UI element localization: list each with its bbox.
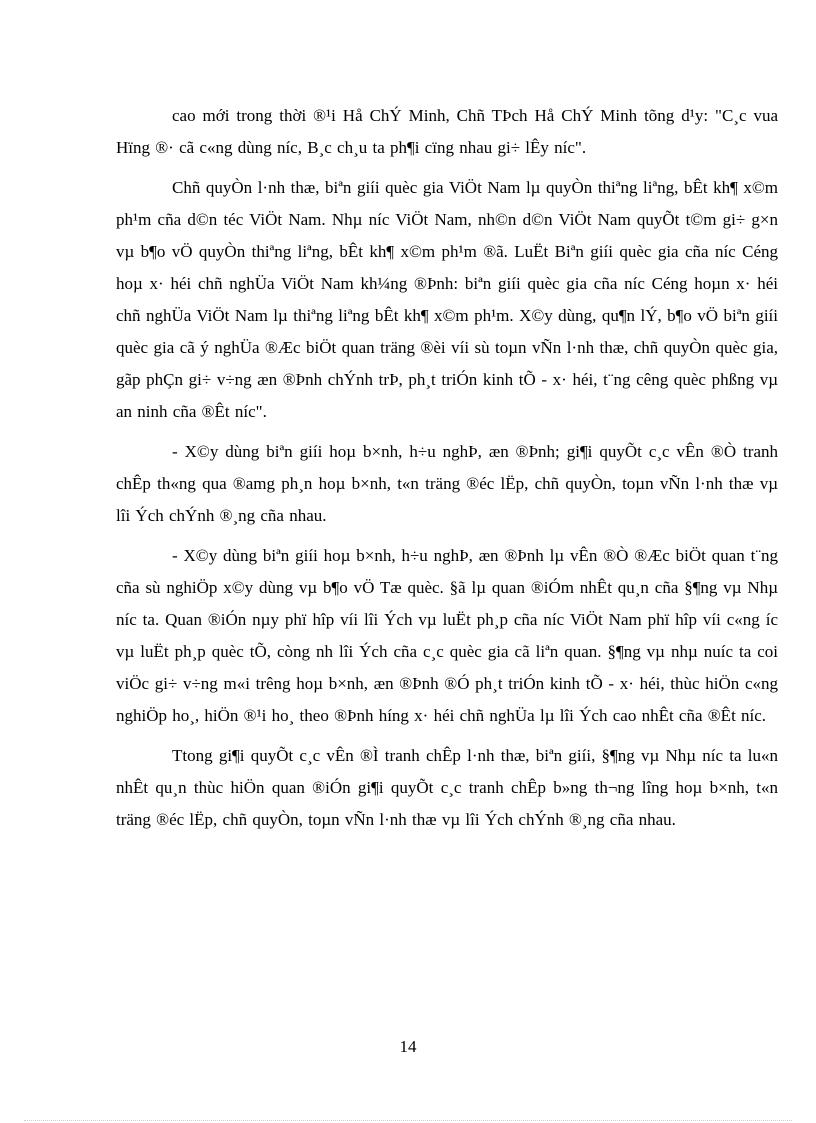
body-text [116, 100, 778, 844]
page-bottom-divider [24, 1120, 792, 1121]
page-number: 14 [399, 1037, 417, 1056]
paragraph-2: Chñ quyÒn l·nh thæ, biªn giíi quèc gia ViÖt Nam lµ quyÒn thiªng liªng, bÊt kh¶ x©m ph¹m cña d©n téc ViÖt Nam. Nhµ níc ViÖt Nam, nh©n d©n ViÖt Nam quyÕt t©m gi÷ g×n vµ b¶o vÖ quyÒn thiªng liªng, bÊt kh¶ x©m ph¹m ®ã. LuËt Biªn giíi quèc gia cña níc Céng hoµ x· héi chñ nghÜa ViÖt Nam kh¼ng ®Þnh: biªn giíi quèc gia cña níc Céng hoµn x· héi chñ nghÜa ViÖt Nam lµ thiªng liªng bÊt kh¶ x©m ph¹m. X©y dùng, qu¶n lÝ, b¶o vÖ biªn giíi quèc gia cã ý nghÜa ®Æc biÖt quan träng ®èi víi sù toµn vÑn l·nh thæ, chñ quyÒn quèc gia, gãp phÇn gi÷ v÷ng æn ®Þnh chÝnh trÞ, ph¸t triÓn kinh tÕ - x· héi, t¨ng cêng quèc phßng vµ an ninh cña ®Êt níc". [116, 178, 778, 421]
paragraph-5: Ttong gi¶i quyÕt c¸c vÊn ®Ì tranh chÊp l·nh thæ, biªn giíi, §¶ng vµ Nhµ níc ta lu«n nhÊt qu¸n thùc hiÖn quan ®iÓn gi¶i quyÕt c¸c tranh chÊp b»ng th¬ng lîng hoµ b×nh, t«n träng ®éc lËp, chñ quyÒn, toµn vÑn l·nh thæ vµ lîi Ých chÝnh ®¸ng cña nhau. [116, 746, 778, 829]
paragraph-1: cao mới trong thời ®¹i Hå ChÝ Minh, Chñ TÞch Hå ChÝ Minh tõng d¹y: "C¸c vua Hïng ®· cã c«ng dùng níc, B¸c ch¸u ta ph¶i cïng nhau gi÷ lÊy níc". [116, 106, 778, 157]
paragraph-4: - X©y dùng biªn giíi hoµ b×nh, h÷u nghÞ, æn ®Þnh lµ vÊn ®Ò ®Æc biÖt quan t¨ng cña sù nghiÖp x©y dùng vµ b¶o vÖ Tæ quèc. §ã lµ quan ®iÓm nhÊt qu¸n cña §¶ng vµ Nhµ níc ta. Quan ®iÓn nµy phï hîp víi lîi Ých vµ luËt ph¸p cña níc ViÖt Nam phï hîp víi c«ng íc vµ luËt ph¸p quèc tÕ, còng nh lîi Ých cña c¸c quèc gia cã liªn quan. §¶ng vµ nhµ nuíc ta coi viÖc gi÷ v÷ng m«i trêng hoµ b×nh, æn ®Þnh ®Ó ph¸t triÓn kinh tÕ - x· héi, thùc hiÖn c«ng nghiÖp ho¸, hiÖn ®¹i ho¸ theo ®Þnh híng x· héi chñ nghÜa lµ lîi Ých cao nhÊt cña ®Êt níc. [116, 546, 778, 725]
paragraph-3: - X©y dùng biªn giíi hoµ b×nh, h÷u nghÞ, æn ®Þnh; gi¶i quyÕt c¸c vÊn ®Ò tranh chÊp th«ng qua ®amg ph¸n hoµ b×nh, t«n träng ®éc lËp, chñ quyÒn, toµn vÑn l·nh thæ vµ lîi Ých chÝnh ®¸ng cña nhau. [116, 442, 778, 525]
